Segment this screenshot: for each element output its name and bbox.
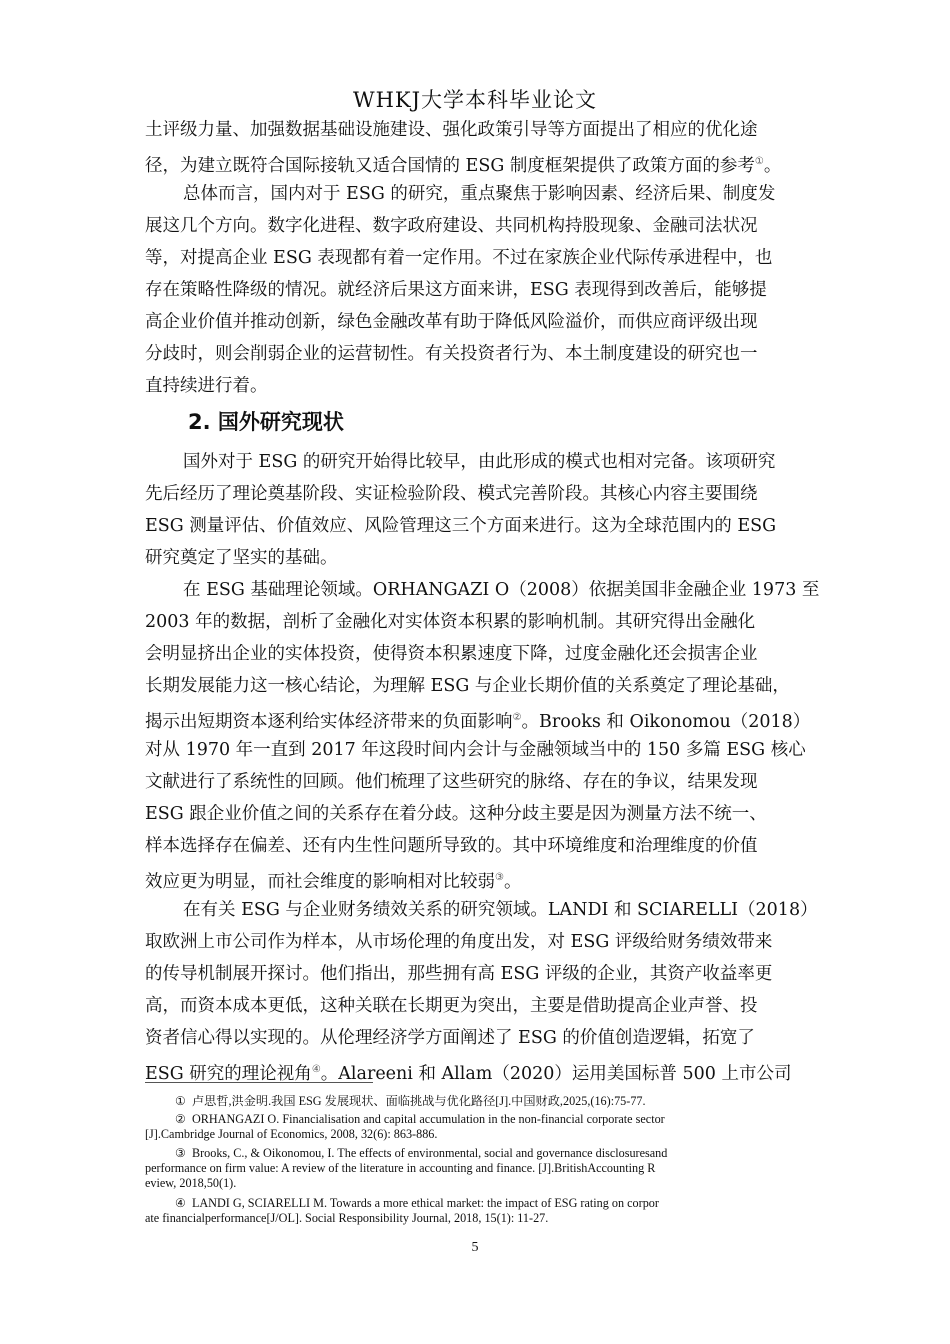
footnote-1 xyxy=(145,1094,805,1109)
body-line: 样本选择存在偏差、还有内生性问题所导致的。其中环境维度和治理维度的价值 xyxy=(145,836,758,856)
footnote-mark: ① xyxy=(175,1094,186,1108)
body-line: 展这几个方向。数字化进程、数字政府建设、共同机构持股现象、金融司法状况 xyxy=(145,216,758,236)
body-line: 资者信心得以实现的。从伦理经济学方面阐述了 ESG 的价值创造逻辑，拓宽了 xyxy=(145,1028,755,1048)
footnote-text: Brooks, C., & Oikonomou, I. The effects of environmental, social and governance disclosuresand xyxy=(191,1146,668,1160)
footnote-ref[interactable]: ④ xyxy=(311,1064,321,1075)
body-line: 国外对于 ESG 的研究开始得比较早，由此形成的模式也相对完备。该项研究 xyxy=(183,452,776,472)
footnote-text-cont: [J].Cambridge Journal of Economics, 2008, 32(6): 863-886. xyxy=(145,1127,438,1141)
footnote-ref[interactable]: ③ xyxy=(495,872,504,883)
footnote-text-cont: performance on firm value: A review of the literature in accounting and finance. [J].BritishAccounting R xyxy=(145,1161,656,1175)
footnote-text-cont: ate financialperformance[J/OL]. Social Responsibility Journal, 2018, 15(1): 11-27. xyxy=(145,1211,549,1225)
footnote-3 xyxy=(145,1146,805,1191)
body-line: 效应更为明显，而社会维度的影响相对比较弱③。 xyxy=(145,871,522,892)
footnote-4 xyxy=(145,1196,805,1226)
body-line: 研究奠定了坚实的基础。 xyxy=(145,548,338,568)
body-line: 取欧洲上市公司作为样本，从市场伦理的角度出发，对 ESG 评级给财务绩效带来 xyxy=(145,932,773,952)
body-line: ESG 测量评估、价值效应、风险管理这三个方面来进行。这为全球范围内的 ESG xyxy=(145,516,777,536)
body-line: 总体而言，国内对于 ESG 的研究，重点聚焦于影响因素、经济后果、制度发 xyxy=(183,184,776,204)
footnote-divider xyxy=(145,1082,373,1083)
footnote-text: ORHANGAZI O. Financialisation and capital accumulation in the non-financial corporate sector xyxy=(191,1112,665,1126)
footnote-ref[interactable]: ① xyxy=(754,156,764,167)
page-header: WHKJ大学本科毕业论文 xyxy=(352,88,597,112)
body-line: 的传导机制展开探讨。他们指出，那些拥有高 ESG 评级的企业，其资产收益率更 xyxy=(145,964,773,984)
body-line: 土评级力量、加强数据基础设施建设、强化政策引导等方面提出了相应的优化途 xyxy=(145,120,758,140)
body-line: 高，而资本成本更低，这种关联在长期更为突出，主要是借助提高企业声誉、投 xyxy=(145,996,758,1016)
body-line: 揭示出短期资本逐利给实体经济带来的负面影响②。Brooks 和 Oikonomou（2018） xyxy=(145,711,811,732)
body-line: ESG 研究的理论视角④。Alareeni 和 Allam（2020）运用美国标普 500 上市公司 xyxy=(145,1063,792,1084)
footnote-text: 卢思哲,洪金明.我国 ESG 发展现状、面临挑战与优化路径[J].中国财政,2025,(16):75-77. xyxy=(191,1094,646,1108)
body-line: 在有关 ESG 与企业财务绩效关系的研究领域。LANDI 和 SCIARELLI（2018） xyxy=(183,900,818,920)
body-line: 直持续进行着。 xyxy=(145,376,268,396)
body-line: 文献进行了系统性的回顾。他们梳理了这些研究的脉络、存在的争议，结果发现 xyxy=(145,772,758,792)
body-line: 先后经历了理论奠基阶段、实证检验阶段、模式完善阶段。其核心内容主要围绕 xyxy=(145,484,758,504)
body-line: 高企业价值并推动创新，绿色金融改革有助于降低风险溢价，而供应商评级出现 xyxy=(145,312,758,332)
body-line: ESG 跟企业价值之间的关系存在着分歧。这种分歧主要是因为测量方法不统一、 xyxy=(145,804,767,824)
footnote-mark: ② xyxy=(175,1112,186,1126)
body-line: 长期发展能力这一核心结论，为理解 ESG 与企业长期价值的关系奠定了理论基础， xyxy=(145,676,790,696)
body-line: 分歧时，则会削弱企业的运营韧性。有关投资者行为、本土制度建设的研究也一 xyxy=(145,344,758,364)
footnote-text: LANDI G, SCIARELLI M. Towards a more ethical market: the impact of ESG rating on corpor xyxy=(191,1196,659,1210)
footnote-mark: ③ xyxy=(175,1146,186,1160)
body-line: 会明显挤出企业的实体投资，使得资本积累速度下降，过度金融化还会损害企业 xyxy=(145,644,758,664)
page-number: 5 xyxy=(471,1240,479,1255)
body-line: 对从 1970 年一直到 2017 年这段时间内会计与金融领域当中的 150 多篇 ESG 核心 xyxy=(145,740,806,760)
body-line: 等，对提高企业 ESG 表现都有着一定作用。不过在家族企业代际传承进程中，也 xyxy=(145,248,773,268)
footnote-text-cont: eview, 2018,50(1). xyxy=(145,1176,237,1190)
body-line: 存在策略性降级的情况。就经济后果这方面来讲，ESG 表现得到改善后，能够提 xyxy=(145,280,767,300)
section-heading: 2. 国外研究现状 xyxy=(188,410,344,434)
body-line: 2003 年的数据，剖析了金融化对实体资本积累的影响机制。其研究得出金融化 xyxy=(145,612,756,632)
body-line: 径，为建立既符合国际接轨又适合国情的 ESG 制度框架提供了政策方面的参考①。 xyxy=(145,155,782,176)
body-line: 在 ESG 基础理论领域。ORHANGAZI O（2008）依据美国非金融企业 1973 至 xyxy=(183,580,820,600)
footnote-mark: ④ xyxy=(175,1196,186,1210)
footnote-2 xyxy=(145,1112,805,1142)
footnote-ref[interactable]: ② xyxy=(512,712,522,723)
